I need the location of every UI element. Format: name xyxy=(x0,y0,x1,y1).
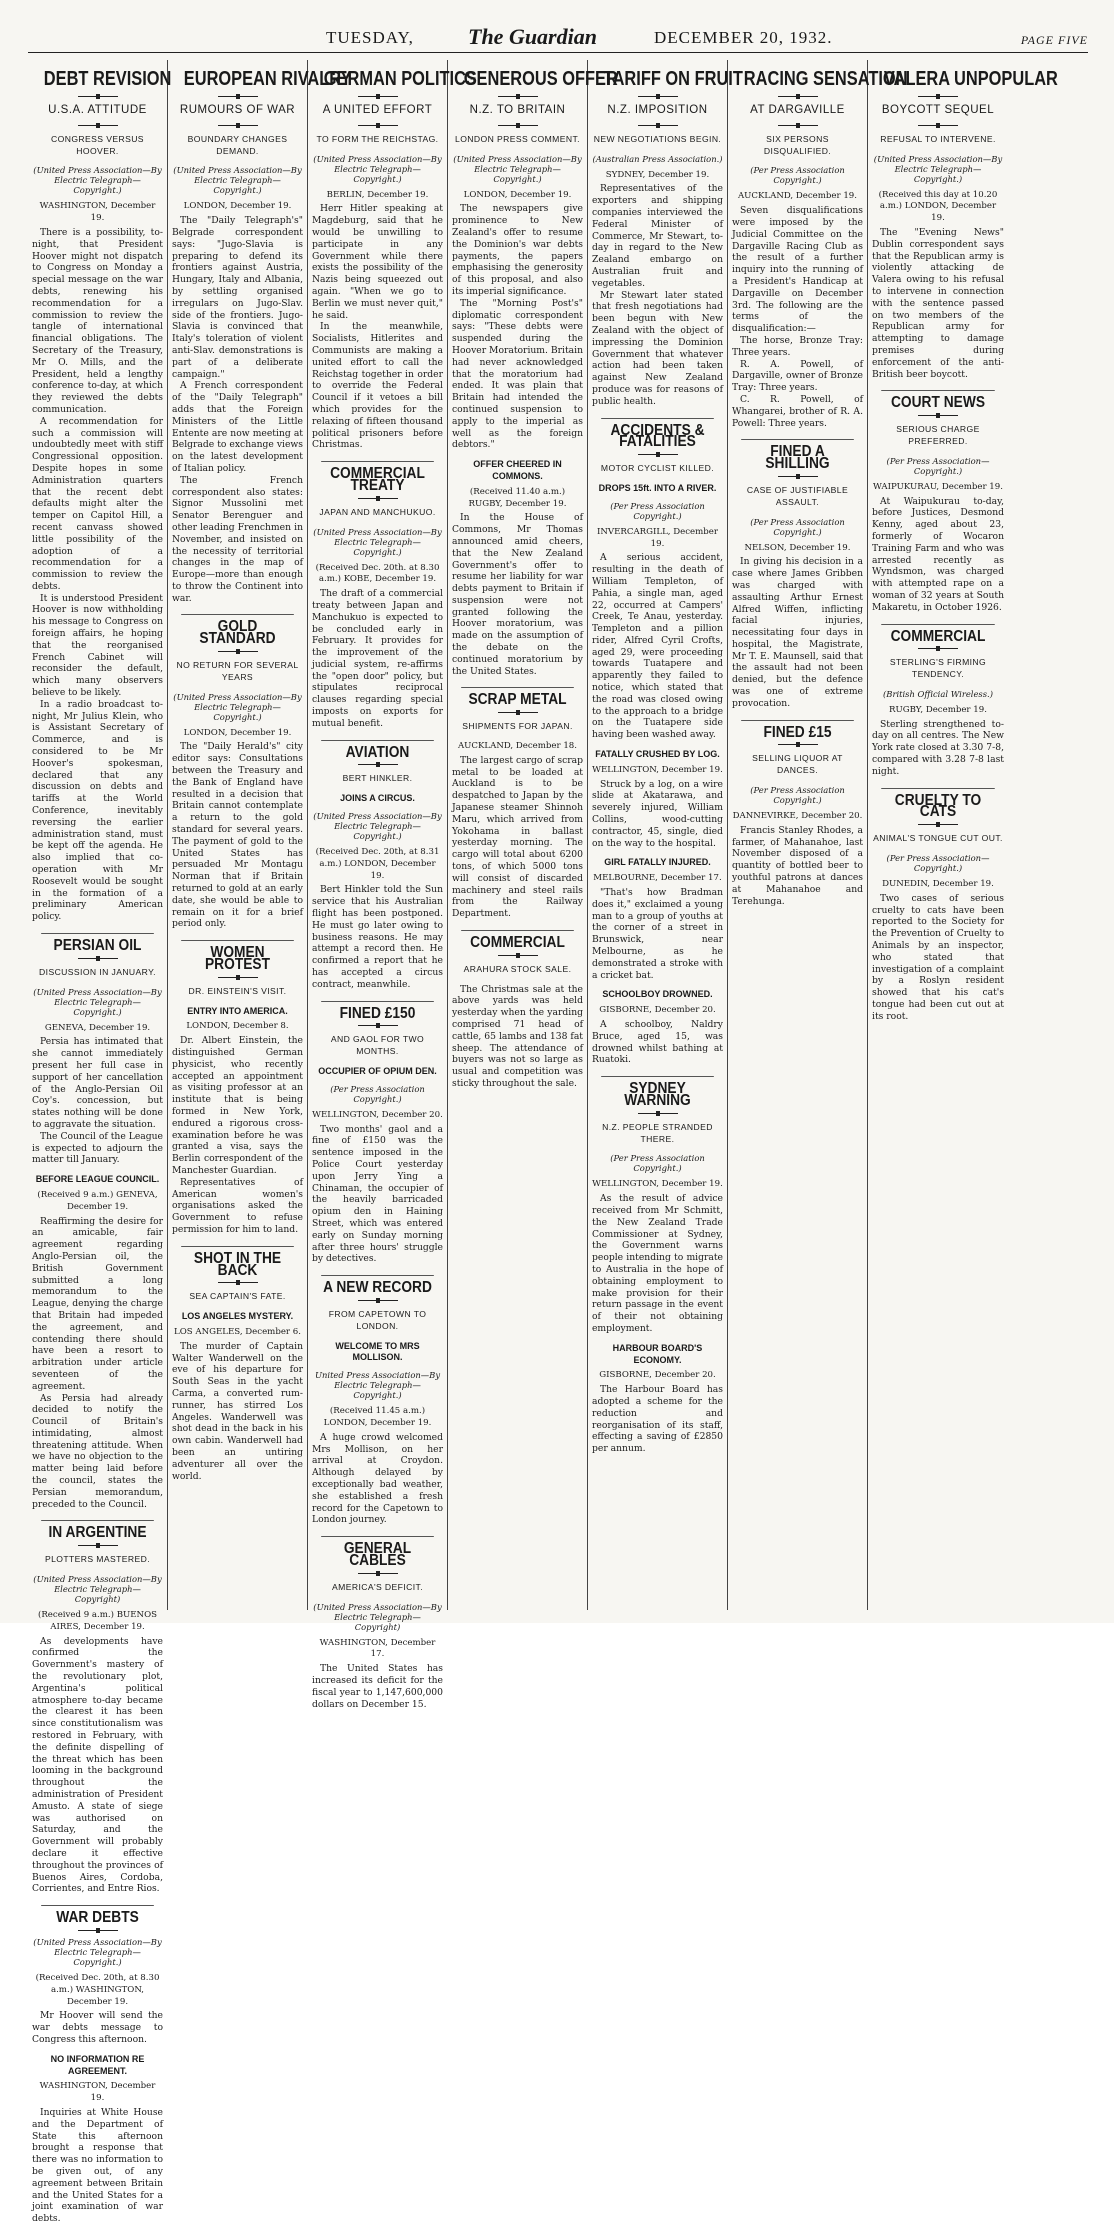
column-1 xyxy=(28,60,172,2225)
story-kicker: NEW NEGOTIATIONS BEGIN. xyxy=(593,133,722,144)
story-kicker: PLOTTERS MASTERED. xyxy=(44,1554,151,1565)
story-headline: DEBT REVISION xyxy=(43,68,172,90)
story-body xyxy=(32,1636,163,1896)
story-body xyxy=(312,1124,443,1266)
story-kicker: BERT HINKLER. xyxy=(342,773,413,784)
story xyxy=(592,1343,723,1455)
story-dateline: (Received Dec. 20th, at 8.30 a.m.) WASHINGTON, December 19. xyxy=(35,1972,160,2007)
paragraph: A recommendation for such a commission will undoubtedly meet with stiff Congressional opposition. Despite hopes in some Administration quarters that the recent debt defaults might alter the temper on Capitol Hill, a recent canvass showed little possibility of the adoption of a recommendation for a commission to review the debts. xyxy=(32,415,163,592)
story-headline: PERSIAN OIL xyxy=(41,933,154,952)
story xyxy=(732,720,863,908)
paragraph: Representatives of American women's organisations asked the Government to refuse permission for him to land. xyxy=(172,1176,303,1235)
story-dateline: AUCKLAND, December 18. xyxy=(457,741,578,752)
paragraph: Bert Hinkler told the Sun service that his Australian flight has been postponed. He must go later owing to business reasons. He may attempt a record then. He confirmed a report that he has accepted a circus contract, meanwhile. xyxy=(312,884,443,990)
divider xyxy=(218,651,258,652)
story xyxy=(312,1001,443,1266)
story-credit: (United Press Association—By Electric Telegraph—Copyright.) xyxy=(173,691,302,722)
story-body xyxy=(32,227,163,923)
story-headline: COURT NEWS xyxy=(881,390,995,409)
divider xyxy=(358,498,398,499)
story-credit: (United Press Association—By Electric Telegraph—Copyright) xyxy=(33,1574,162,1605)
story xyxy=(32,933,163,1166)
story-subheadline: U.S.A. ATTITUDE xyxy=(48,104,147,116)
story-body xyxy=(32,1036,163,1166)
story-headline: GENEROUS OFFER xyxy=(463,68,618,90)
paragraph: It is understood President Hoover is now withholding his message to Congress on foreign affairs, he hoping that the reorganised French Cabinet will reconsider the default, which many observers believe to be likely. xyxy=(32,592,163,699)
masthead-paper-name: The Guardian xyxy=(468,24,597,49)
story-headline: A NEW RECORD xyxy=(321,1275,434,1294)
story-subheadline: A UNITED EFFORT xyxy=(322,104,433,116)
story-body xyxy=(312,588,443,730)
story xyxy=(452,68,618,451)
divider xyxy=(498,712,538,713)
story xyxy=(592,68,743,408)
story-minihead: ENTRY INTO AMERICA. xyxy=(187,1005,288,1016)
story xyxy=(312,1536,443,1710)
story-dateline: DANNEVIRKE, December 20. xyxy=(732,811,863,822)
divider xyxy=(218,125,258,126)
divider xyxy=(358,1573,398,1574)
story-kicker: N.Z. PEOPLE STRANDED THERE. xyxy=(602,1121,713,1144)
story-minihead: GIRL FATALLY INJURED. xyxy=(604,857,711,868)
story-dateline: GENEVA, December 19. xyxy=(44,1022,151,1033)
story-headline: GERMAN POLITICS xyxy=(323,68,477,90)
story-kicker: SELLING LIQUOR AT DANCES. xyxy=(752,753,843,776)
story-body xyxy=(32,2107,163,2225)
story-credit: (Per Press Association Copyright.) xyxy=(750,516,845,537)
story-kicker: DR. EINSTEIN'S VISIT. xyxy=(188,985,287,996)
story-kicker: SHIPMENTS FOR JAPAN. xyxy=(462,721,573,732)
story-subheadline: N.Z. TO BRITAIN xyxy=(469,104,566,116)
story-minihead: JOINS A CIRCUS. xyxy=(340,793,415,804)
paragraph: R. A. Powell, of Dargaville, owner of Bronze Tray: Three years. xyxy=(732,358,863,394)
paragraph: Sterling strengthened to-day on all centres. The New York rate closed at 3.30 7-8, compared with 3.28 7-8 last night. xyxy=(872,718,1004,777)
story xyxy=(172,1246,303,1483)
story-minihead: OCCUPIER OF OPIUM DEN. xyxy=(318,1066,437,1077)
story-kicker: ANIMAL'S TONGUE CUT OUT. xyxy=(873,833,1003,844)
story xyxy=(312,68,477,451)
story-kicker: FROM CAPETOWN TO LONDON. xyxy=(328,1308,427,1331)
story-dateline: BERLIN, December 19. xyxy=(326,189,429,200)
story-kicker: AND GAOL FOR TWO MONTHS. xyxy=(330,1034,425,1057)
story-body xyxy=(592,183,723,407)
story-dateline: WASHINGTON, December 19. xyxy=(39,2081,156,2104)
paragraph: The "Evening News" Dublin correspondent says that the Republican army is violently attacking de Valera owing to his refusal to intervene in connection with the sentence passed on two members of the Republican army for attempting to damage premises during enforcement of the anti-British beer boycott. xyxy=(872,226,1004,380)
story-headline: COMMERCIAL xyxy=(881,624,995,643)
story-kicker: REFUSAL TO INTERVENE. xyxy=(880,133,996,144)
paragraph: As Persia had already decided to notify the Council of Britain's intimidating, almost threatening attitude. When we have no objection to the matter being laid before the council, states the Persian memorandum, preceded to the Council. xyxy=(32,1392,163,1510)
story-body xyxy=(872,227,1004,380)
story-dateline: (Received 9 a.m.) BUENOS AIRES, December 19. xyxy=(37,1610,158,1632)
story xyxy=(732,439,863,709)
story-dateline: WELLINGTON, December 19. xyxy=(592,764,723,775)
story-minihead: FATALLY CRUSHED BY LOG. xyxy=(595,749,720,760)
story xyxy=(172,940,303,1236)
divider xyxy=(638,1113,678,1114)
story-body xyxy=(592,1019,723,1066)
masthead-day: TUESDAY, xyxy=(326,28,414,47)
divider xyxy=(918,125,958,126)
story-dateline: INVERCARGILL, December 19. xyxy=(597,526,718,549)
paragraph: Mr Hoover will send the war debts message to Congress this afternoon. xyxy=(32,2010,163,2045)
paragraph: At Waipukurau to-day, before Justices, Desmond Kenny, aged about 23, formerly of Wocaron Training Farm and who was arrested recently as Wyndsmon, was charged with attempted rape on a woman of 32 years at South Makaretu, in October 1926. xyxy=(872,495,1004,613)
story-credit: (Per Press Association Copyright.) xyxy=(750,785,845,806)
story-credit: (United Press Association—By Electric Telegraph—Copyright.) xyxy=(313,153,442,184)
column-3 xyxy=(308,60,477,1710)
story-kicker: AMERICA'S DEFICIT. xyxy=(332,1581,423,1592)
story-body xyxy=(452,203,583,451)
story-dateline: DUNEDIN, December 19. xyxy=(882,879,994,890)
story-dateline: SYDNEY, December 19. xyxy=(605,169,710,180)
divider xyxy=(918,415,958,416)
story-dateline: AUCKLAND, December 19. xyxy=(737,191,858,202)
story xyxy=(32,2054,163,2225)
divider xyxy=(918,648,958,649)
paragraph: There is a possibility, to-night, that President Hoover might not dispatch to Congress on Monday a special message on the war debts, renewing his recommendation for a commission to review the tangle of international financial obligations. The Secretary of the Treasury, Mr O. Mills, and the President, held a lengthy conference to-day, at which they reviewed the debts communication. xyxy=(32,226,163,415)
paragraph: Francis Stanley Rhodes, a farmer, of Mahanahoe, last November disposed of a quantity of bottled beer to youthful patrons at dances at Mahanahoe and Terehunga. xyxy=(732,824,863,907)
paragraph: Two cases of serious cruelty to cats have been reported to the Society for the Prevention of Cruelty to Animals by an inspector, who stated that investigation of a complaint by a Roslyn resident showed that his cat's tongue had been cut out at its root. xyxy=(872,892,1004,1022)
paragraph: A French correspondent of the "Daily Telegraph" adds that the Foreign Ministers of the Little Entente are now meeting at Belgrade to exchange views on the latest development of Italian policy. xyxy=(172,380,303,474)
story-kicker: TO FORM THE REICHSTAG. xyxy=(316,133,439,144)
story xyxy=(592,857,723,981)
story-headline: AVIATION xyxy=(321,740,434,759)
story xyxy=(452,687,583,920)
story-body xyxy=(592,552,723,741)
story-kicker: BOUNDARY CHANGES DEMAND. xyxy=(187,133,288,156)
story-headline: CRUELTY TO CATS xyxy=(881,788,995,819)
divider xyxy=(218,96,258,97)
paragraph: "That's how Bradman does it," exclaimed a young man to a group of youths at the corner of a street in Brunswick, near Melbourne, as he demonstrated a stroke with a cricket bat. xyxy=(592,887,723,981)
paragraph: Inquiries at White House and the Department of State this afternoon brought a response that there was no information to be given out, of any agreement between Britain and the United States for a joint examination of war debts. xyxy=(32,2106,163,2225)
paragraph: The murder of Captain Walter Wanderwell on the eve of his departure for South Seas in the yacht Carma, a converted rum-runner, has stirred Los Angeles. Wanderwell was shot dead in the back in his own cabin. Wanderwell had been an untiring adventurer all over the world. xyxy=(172,1340,303,1482)
story-body xyxy=(312,1432,443,1526)
divider xyxy=(358,96,398,97)
story-kicker: SERIOUS CHARGE PREFERRED. xyxy=(896,424,980,446)
story xyxy=(592,418,723,742)
divider xyxy=(918,96,958,97)
divider xyxy=(218,977,258,978)
story xyxy=(32,1520,163,1895)
story-credit: (Per Press Association Copyright.) xyxy=(610,500,705,521)
divider xyxy=(638,454,678,455)
story-body xyxy=(172,741,303,930)
divider xyxy=(218,1282,258,1283)
column-6 xyxy=(728,60,908,1610)
story xyxy=(872,68,1058,380)
story-headline: SYDNEY WARNING xyxy=(601,1076,714,1107)
story-credit: (United Press Association—By Electric Telegraph—Copyright.) xyxy=(33,986,162,1017)
story-body xyxy=(452,984,583,1090)
paragraph: The Christmas sale at the above yards was held yesterday when the yarding comprised 71 head of cattle, 65 lambs and 138 fat sheep. The attendance of buyers was not so large as usual and competition was sticky throughout the sale. xyxy=(452,983,583,1089)
paragraph: Persia has intimated that she cannot immediately present her full case in support of her cancellation of the Anglo-Persian Oil Coy's. concession, but states nothing will be done to aggravate the situation. xyxy=(32,1036,163,1130)
story-credit: (United Press Association—By Electric Telegraph—Copyright.) xyxy=(33,165,162,196)
story-dateline: WELLINGTON, December 19. xyxy=(592,1179,723,1190)
story-body xyxy=(732,556,863,709)
story-body xyxy=(312,203,443,451)
story-credit: (Per Press Association— Copyright.) xyxy=(886,455,990,476)
story-dateline: RUGBY, December 19. xyxy=(889,704,987,715)
story-kicker: ARAHURA STOCK SALE. xyxy=(463,963,572,974)
story-kicker: SEA CAPTAIN'S FATE. xyxy=(189,1291,286,1302)
divider xyxy=(638,125,678,126)
divider xyxy=(498,96,538,97)
story-minihead: BEFORE LEAGUE COUNCIL. xyxy=(35,1174,160,1185)
story-credit: (United Press Association—By Electric Telegraph—Copyright.) xyxy=(313,526,442,557)
story xyxy=(312,461,443,730)
column-5 xyxy=(588,60,743,1610)
paragraph: The "Daily Herald's" city editor says: Consultations between the Treasury and the Bank of England have resulted in a decision that Britain cannot contemplate a return to the gold standard for several years. The payment of gold to the United States has persuaded Mr Montagu Norman that if Britain returned to gold at an early date, she would be able to remain on it for a brief period only. xyxy=(172,741,303,930)
story-dateline: (Received this day at 10.20 a.m.) LONDON, December 19. xyxy=(878,189,998,224)
story xyxy=(872,788,1004,1023)
story-body xyxy=(452,512,583,677)
paragraph: The "Daily Telegraph's" Belgrade correspondent says: "Jugo-Slavia is preparing to defend its frontiers against Austria, Hungary, Italy and Albania, by settling organised irregulars on Jugo-Slav. side of the frontiers. Jugo-Slavia is convinced that Italy's toleration of violent anti-Slav. demonstrations is part of a deliberate campaign." xyxy=(172,215,303,380)
story-headline: WAR DEBTS xyxy=(41,1905,154,1924)
paragraph: A serious accident, resulting in the death of William Templeton, of Pahia, a single man, aged 22, occurred at Campers' Creek, Te Anau, yesterday. Templeton and a pillion rider, Alfred Cyril Crofts, aged 29, were proceeding towards Tuatapere and apparently they failed to notice, which stated that the road was closed owing to the approach to a bridge on the Tuatapere side having been washed away. xyxy=(592,552,723,741)
divider xyxy=(778,476,818,477)
story-headline: RACING SENSATION xyxy=(743,68,908,90)
story-headline: WOMEN PROTEST xyxy=(181,940,294,971)
paragraph: Representatives of the exporters and shipping companies interviewed the Federal Minister of Commerce, Mr Stewart, to-day in regard to the New Zealand embargo on Australian fruit and vegetables. xyxy=(592,183,723,289)
paragraph: Dr. Albert Einstein, the distinguished German physicist, who recently accepted an appointment as visiting professor at an institute that is being formed in New York, endured a rigorous cross-examination before he was granted a visa, says the Berlin correspondent of the Manchester Guardian. xyxy=(172,1035,303,1176)
story-credit: (Per Press Association Copyright.) xyxy=(750,165,845,186)
story-credit: (United Press Association—By Electric Telegraph—Copyright.) xyxy=(453,153,582,184)
story-kicker: LONDON PRESS COMMENT. xyxy=(455,133,580,144)
column-7 xyxy=(868,60,1058,1610)
story-dateline: LONDON, December 19. xyxy=(183,727,292,738)
divider xyxy=(358,1300,398,1301)
paragraph: A huge crowd welcomed Mrs Mollison, on her arrival at Croydon. Although delayed by exceptionally bad weather, she established a fresh record for the Capetown to London journey. xyxy=(312,1431,443,1526)
story-credit: (Per Press Association Copyright.) xyxy=(610,1153,705,1174)
story xyxy=(452,930,583,1090)
story-kicker: NO RETURN FOR SEVERAL YEARS xyxy=(176,660,299,682)
divider xyxy=(498,125,538,126)
story xyxy=(32,1905,163,2046)
story-headline: EUROPEAN RIVALRY xyxy=(183,68,352,90)
columns-container xyxy=(28,60,1088,2225)
masthead-date: DECEMBER 20, 1932. xyxy=(654,28,833,47)
paragraph: The Council of the League is expected to adjourn the matter till January. xyxy=(32,1130,163,1166)
paragraph: The largest cargo of scrap metal to be loaded at Auckland is to be despatched to Japan by the Japanese steamer Shinnoh Maru, which arrived from Yokohama in ballast yesterday morning. The cargo will total about 6200 tons, of which 5000 tons will consist of discarded machinery and steel rails from the Railway Department. xyxy=(452,754,583,920)
story xyxy=(172,68,352,604)
story-dateline: GISBORNE, December 20. xyxy=(599,1005,716,1016)
story-minihead: WELCOME TO MRS MOLLISON. xyxy=(335,1340,420,1363)
story-dateline: (Received 11.40 a.m.) RUGBY, December 19. xyxy=(468,486,567,509)
story xyxy=(312,1275,443,1526)
divider xyxy=(498,955,538,956)
story-headline: COMMERCIAL TREATY xyxy=(321,461,434,492)
divider xyxy=(78,1930,118,1931)
story xyxy=(872,624,1004,778)
story-subheadline: RUMOURS OF WAR xyxy=(179,104,296,116)
story-headline: IN ARGENTINE xyxy=(41,1520,154,1539)
story-dateline: WELLINGTON, December 20. xyxy=(312,1109,443,1120)
story-kicker: SIX PERSONS DISQUALIFIED. xyxy=(763,133,832,156)
paragraph: C. R. Powell, of Whangarei, brother of R. A. Powell: Three years. xyxy=(732,393,863,429)
story-dateline: (Received Dec. 20th, at 8.31 a.m.) LONDON, December 19. xyxy=(315,847,440,881)
story-body xyxy=(592,1193,723,1335)
story-headline: FINED A SHILLING xyxy=(741,439,854,470)
story-credit: (British Official Wireless.) xyxy=(883,688,993,699)
column-2 xyxy=(168,60,352,1610)
story-body xyxy=(32,1216,163,1511)
story-dateline: LONDON, December 19. xyxy=(183,201,292,212)
divider xyxy=(78,96,118,97)
story-subheadline: AT DARGAVILLE xyxy=(750,104,845,116)
story-kicker: DISCUSSION IN JANUARY. xyxy=(39,966,156,977)
divider xyxy=(358,125,398,126)
story-dateline: MELBOURNE, December 17. xyxy=(593,873,722,884)
story-minihead: DROPS 15ft. INTO A RIVER. xyxy=(598,482,717,493)
story-body xyxy=(592,779,723,850)
paragraph: The horse, Bronze Tray: Three years. xyxy=(732,334,863,358)
story-body xyxy=(172,1341,303,1483)
paragraph: Reaffirming the desire for an amicable, fair agreement regarding Anglo-Persian oil, the British Government submitted a long memorandum to the League, denying the charge that Britain had impeded the agreement, and contending there should have been a resort to arbitration under article seventeen of the agreement. xyxy=(32,1215,163,1392)
divider xyxy=(78,125,118,126)
divider xyxy=(638,96,678,97)
story-headline: FINED £15 xyxy=(741,720,854,739)
story-body xyxy=(732,205,863,429)
story-headline: GENERAL CABLES xyxy=(321,1536,434,1567)
story-headline: VALERA UNPOPULAR xyxy=(883,68,1058,90)
story xyxy=(172,614,303,930)
story-credit: (United Press Association—By Electric Telegraph—Copyright.) xyxy=(173,165,302,196)
story-dateline: GISBORNE, December 20. xyxy=(599,1370,716,1381)
story-dateline: LONDON, December 8. xyxy=(186,1021,289,1032)
divider xyxy=(778,744,818,745)
story-headline: GOLD STANDARD xyxy=(181,614,294,645)
divider xyxy=(358,764,398,765)
divider xyxy=(78,1545,118,1546)
story-kicker: MOTOR CYCLIST KILLED. xyxy=(600,463,715,474)
story-dateline: NELSON, December 19. xyxy=(744,542,851,553)
paragraph: Struck by a log, on a wire slide at Akatarawa, and severely injured, William Collins, wood-cutting contractor, 45, single, died on the way to the hospital. xyxy=(592,778,723,849)
story-credit: (United Press Association—By Electric Telegraph—Copyright.) xyxy=(33,1936,162,1967)
story-credit: (United Press Association—By Electric Telegraph—Copyright) xyxy=(313,1601,442,1632)
story xyxy=(592,1076,723,1335)
story-dateline: (Received 9 a.m.) GENEVA, December 19. xyxy=(37,1189,158,1212)
story-minihead: OFFER CHEERED IN COMMONS. xyxy=(473,459,562,481)
divider xyxy=(78,958,118,959)
story-dateline: (Received 11.45 a.m.) LONDON, December 19. xyxy=(323,1406,432,1428)
divider xyxy=(778,125,818,126)
story xyxy=(872,390,1004,613)
paragraph: Two months' gaol and a fine of £150 was the sentence imposed in the Police Court yesterday upon Jerry Ying a Chinaman, the occupier of the heavily barricaded opium den in Haining Street, which was entered early on Sunday morning after three hours' struggle by detectives. xyxy=(312,1123,443,1265)
story-body xyxy=(32,2010,163,2045)
story-headline: TARIFF ON FRUIT xyxy=(603,68,743,90)
story xyxy=(32,68,172,923)
paragraph: A schoolboy, Naldry Bruce, aged 15, was drowned whilst bathing at Ruatoki. xyxy=(592,1019,723,1066)
story-credit: (Per Press Association Copyright.) xyxy=(330,1083,425,1104)
story-dateline: LONDON, December 19. xyxy=(463,189,572,200)
paragraph: The newspapers give prominence to New Zealand's offer to resume the Dominion's war debts payments, the papers emphasising the generosity of this proposal, and also its imperial significance. xyxy=(452,203,583,297)
story-credit: (Per Press Association— Copyright.) xyxy=(886,853,990,874)
paragraph: Seven disqualifications were imposed by the Judicial Committee on the Dargaville Racing Club as the result of a further inquiry into the running of a President's Handicap at Dargaville on December 3rd. The following are the terms of the disqualification:— xyxy=(732,205,863,335)
story-credit: (United Press Association—By Electric Telegraph—Copyright.) xyxy=(313,811,442,842)
story-headline: ACCIDENTS & FATALITIES xyxy=(601,418,714,449)
story-minihead: LOS ANGELES MYSTERY. xyxy=(181,1311,294,1322)
story-minihead: NO INFORMATION RE AGREEMENT. xyxy=(50,2053,145,2076)
divider xyxy=(778,96,818,97)
story-subheadline: BOYCOTT SEQUEL xyxy=(881,104,995,116)
story-credit: (United Press Association—By Electric Telegraph—Copyright.) xyxy=(873,153,1003,184)
story xyxy=(452,459,583,677)
story xyxy=(32,1174,163,1510)
divider xyxy=(358,1025,398,1026)
paragraph: The Harbour Board has adopted a scheme for the reduction and reorganisation of its staff, effecting a saving of £2850 per annum. xyxy=(592,1384,723,1455)
story-body xyxy=(872,496,1004,614)
masthead xyxy=(28,22,1088,53)
story-dateline: LOS ANGELES, December 6. xyxy=(174,1326,301,1337)
story xyxy=(592,989,723,1066)
story xyxy=(732,68,908,429)
paragraph: In the House of Commons, Mr Thomas announced amid cheers, that the New Zealand Government's offer to resume her liability for war debts payment to Britain if suspension were not granted following the Hoover moratorium, was made on the assumption of the debate on the continued moratorium by the United States. xyxy=(452,512,583,677)
paragraph: The draft of a commercial treaty between Japan and Manchukuo is expected to be concluded early in February. It provides for the improvement of the judicial system, re-affirms the "open door" policy, but stipulates reciprocal clauses regarding special imposts on exports for mutual benefit. xyxy=(312,588,443,729)
story-body xyxy=(592,887,723,981)
story-body xyxy=(312,1663,443,1710)
divider xyxy=(918,824,958,825)
story-body xyxy=(872,893,1004,1023)
story-kicker: STERLING'S FIRMING TENDENCY. xyxy=(889,657,987,680)
paragraph: In a radio broadcast to-night, Mr Julius Klein, who is Assistant Secretary of Commerce, and is considered to be Mr Hoover's spokesman, declared that any discussion on debts and tariffs at the World Conference, inevitably reversing the earlier administration stand, must be kept off the agenda. He also implied that co-operation with Mr Roosevelt would be sought in the formation of a preliminary American policy. xyxy=(32,698,163,923)
masthead-page-number: PAGE FIVE xyxy=(1020,33,1088,47)
story-dateline: (Received Dec. 20th. at 8.30 a.m.) KOBE, December 19. xyxy=(315,562,440,585)
story-dateline: WASHINGTON, December 19. xyxy=(39,201,156,224)
story-headline: FINED £150 xyxy=(321,1001,434,1020)
column-4 xyxy=(448,60,618,1610)
story-headline: SCRAP METAL xyxy=(461,687,574,706)
story-body xyxy=(872,719,1004,778)
story-body xyxy=(312,884,443,990)
paragraph: As the result of advice received from Mr Schmitt, the New Zealand Trade Commissioner at Sydney, the Government warns people intending to migrate to Australia in the hope of obtaining employment to make provision for their return passage in the event of their not obtaining employment. xyxy=(592,1193,723,1334)
story-kicker: CASE OF JUSTIFIABLE ASSAULT. xyxy=(746,484,849,507)
paragraph: The French correspondent also states: Signor Mussolini met Senator Berenguer and other leading Frenchmen in November, and insisted on the necessity of territorial changes in the map of Europe—more than enough to throw the Continent into war. xyxy=(172,474,303,604)
story-headline: SHOT IN THE BACK xyxy=(181,1246,294,1277)
story-minihead: SCHOOLBOY DROWNED. xyxy=(602,989,713,1000)
story xyxy=(592,749,723,849)
story xyxy=(312,740,443,991)
story-credit: United Press Association—By Electric Telegraph—Copyright.) xyxy=(314,1370,441,1401)
paragraph: In giving his decision in a case where James Gribben was charged with assaulting Arthur Ernest Alfred Wiffen, inflicting facial injuries, necessitating four days in hospital, the Magistrate, Mr T. E. Maunsell, said that the assault had not been denied, but the defence was one of extreme provocation. xyxy=(732,556,863,709)
story-dateline: WAIPUKURAU, December 19. xyxy=(873,481,1003,492)
story-dateline: WASHINGTON, December 17. xyxy=(319,1637,436,1660)
paragraph: As developments have confirmed the Government's mastery of the revolutionary plot, Argentina's political atmosphere to-day became the clearest it has been since constitutionalism was restored in February, with the definite dispelling of the threat which has been looming in the background throughout the administration of President Amusto. A state of siege was authorised on Saturday, and the Government will probably declare it effective throughout the provinces of Buenos Aires, Cordoba, Corrientes, and Entre Rios. xyxy=(32,1635,163,1895)
story-body xyxy=(732,825,863,908)
story-credit: (Australian Press Association.) xyxy=(592,153,723,164)
paragraph: The "Morning Post's" diplomatic correspondent says: "These debts were suspended during the Hoover Moratorium. Britain had never acknowledged that the moratorium had ended. It was plain that Britain had intended the continued suspension to apply to the imperial as well as the foreign debtors." xyxy=(452,297,583,451)
paragraph: Herr Hitler speaking at Magdeburg, said that he would be unwilling to participate in any Government while there exists the possibility of the Nazis being squeezed out again. "When we go to Berlin we must never quit," he said. xyxy=(312,203,443,321)
story-body xyxy=(452,755,583,920)
story-minihead: HARBOUR BOARD'S ECONOMY. xyxy=(612,1342,703,1365)
story-headline: COMMERCIAL xyxy=(461,930,574,949)
story-subheadline: N.Z. IMPOSITION xyxy=(607,104,708,116)
paragraph: In the meanwhile, Socialists, Hitlerites and Communists are making a united effort to call the Reichstag together in order to override the Federal Council if it vetoes a bill which provides for the relaxing of fifteen thousand political prisoners before Christmas. xyxy=(312,321,443,451)
story-kicker: CONGRESS VERSUS HOOVER. xyxy=(51,133,144,156)
story-body xyxy=(172,215,303,604)
story-kicker: JAPAN AND MANCHUKUO. xyxy=(319,506,436,517)
story-body xyxy=(592,1384,723,1455)
story-body xyxy=(172,1035,303,1236)
paragraph: Mr Stewart later stated that fresh negotiations had been begun with New Zealand with the object of impressing the Dominion Government that whatever action had been taken against New Zealand produce was for reasons of public health. xyxy=(592,289,723,407)
paragraph: The United States has increased its deficit for the fiscal year to 1,147,600,000 dollars on December 15. xyxy=(312,1663,443,1710)
